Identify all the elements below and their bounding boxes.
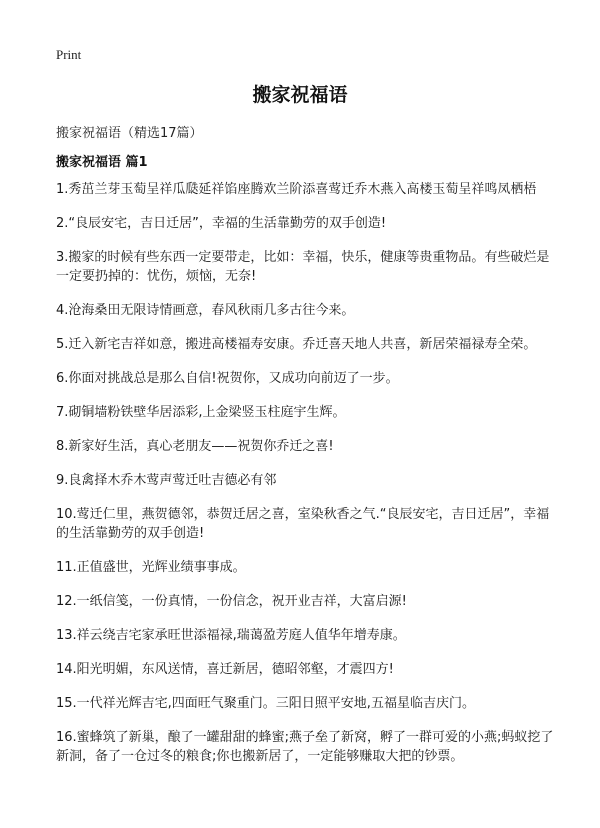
list-item: 7.砌铜墙粉铁壁华居添彩,上金梁竖玉柱庭宇生辉。 [56,405,346,420]
list-item: 15.一代祥光辉吉宅,四面旺气聚重门。三阳日照平安地,五福星临吉庆门。 [56,696,475,711]
list-item: 9.良禽择木乔木莺声莺迁吐吉德必有邻 [56,473,277,488]
list-item: 4.沧海桑田无限诗情画意，春风秋雨几多古往今来。 [56,303,355,318]
page-title: 搬家祝福语 [252,84,348,106]
list-item: 10.莺迁仁里，燕贺德邻，恭贺迁居之喜，室染秋香之气.“良辰安宅，吉日迁居”，幸福的生活靠勤劳的双手创造! [56,507,550,541]
list-item: 3.搬家的时候有些东西一定要带走，比如：幸福，快乐，健康等贵重物品。有些破烂是一定要扔掉的：忧伤，烦恼，无奈! [56,250,550,284]
list-item: 13.祥云绕吉宅家承旺世添福禄,瑞蔼盈芳庭人值华年增寿康。 [56,628,406,643]
list-item: 14.阳光明媚，东风送情，喜迁新居，德昭邻壑，才震四方! [56,662,394,677]
list-item: 16.蜜蜂筑了新巢，酿了一罐甜甜的蜂蜜;燕子垒了新窝，孵了一群可爱的小燕;蚂蚁挖了新洞，备了一仓过冬的粮食;你也搬新居了，一定能够赚取大把的钞票。 [56,730,554,764]
blessing-list [56,180,556,781]
list-item: 11.正值盛世，光辉业绩事事成。 [56,560,246,575]
list-item: 6.你面对挑战总是那么自信!祝贺你，又成功向前迈了一步。 [56,371,399,386]
list-item: 5.迁入新宅吉祥如意，搬进高楼福寿安康。乔迁喜天地人共喜，新居荣福禄寿全荣。 [56,337,537,352]
list-item: 2.“良辰安宅，吉日迁居”，幸福的生活靠勤劳的双手创造! [56,216,387,231]
print-link[interactable]: Print [56,47,82,62]
list-item: 12.一纸信笺，一份真情，一份信念，祝开业吉祥，大富启源! [56,594,407,609]
section-heading: 搬家祝福语 篇1 [56,155,148,170]
document-subtitle: 搬家祝福语（精选17篇） [56,126,203,141]
list-item: 8.新家好生活，真心老朋友——祝贺你乔迁之喜! [56,439,334,454]
list-item: 1.秀茁兰芽玉萄呈祥瓜瓞延祥馅座腾欢兰阶添喜莺迁乔木燕入高楼玉萄呈祥鸣凤栖梧 [56,182,537,197]
